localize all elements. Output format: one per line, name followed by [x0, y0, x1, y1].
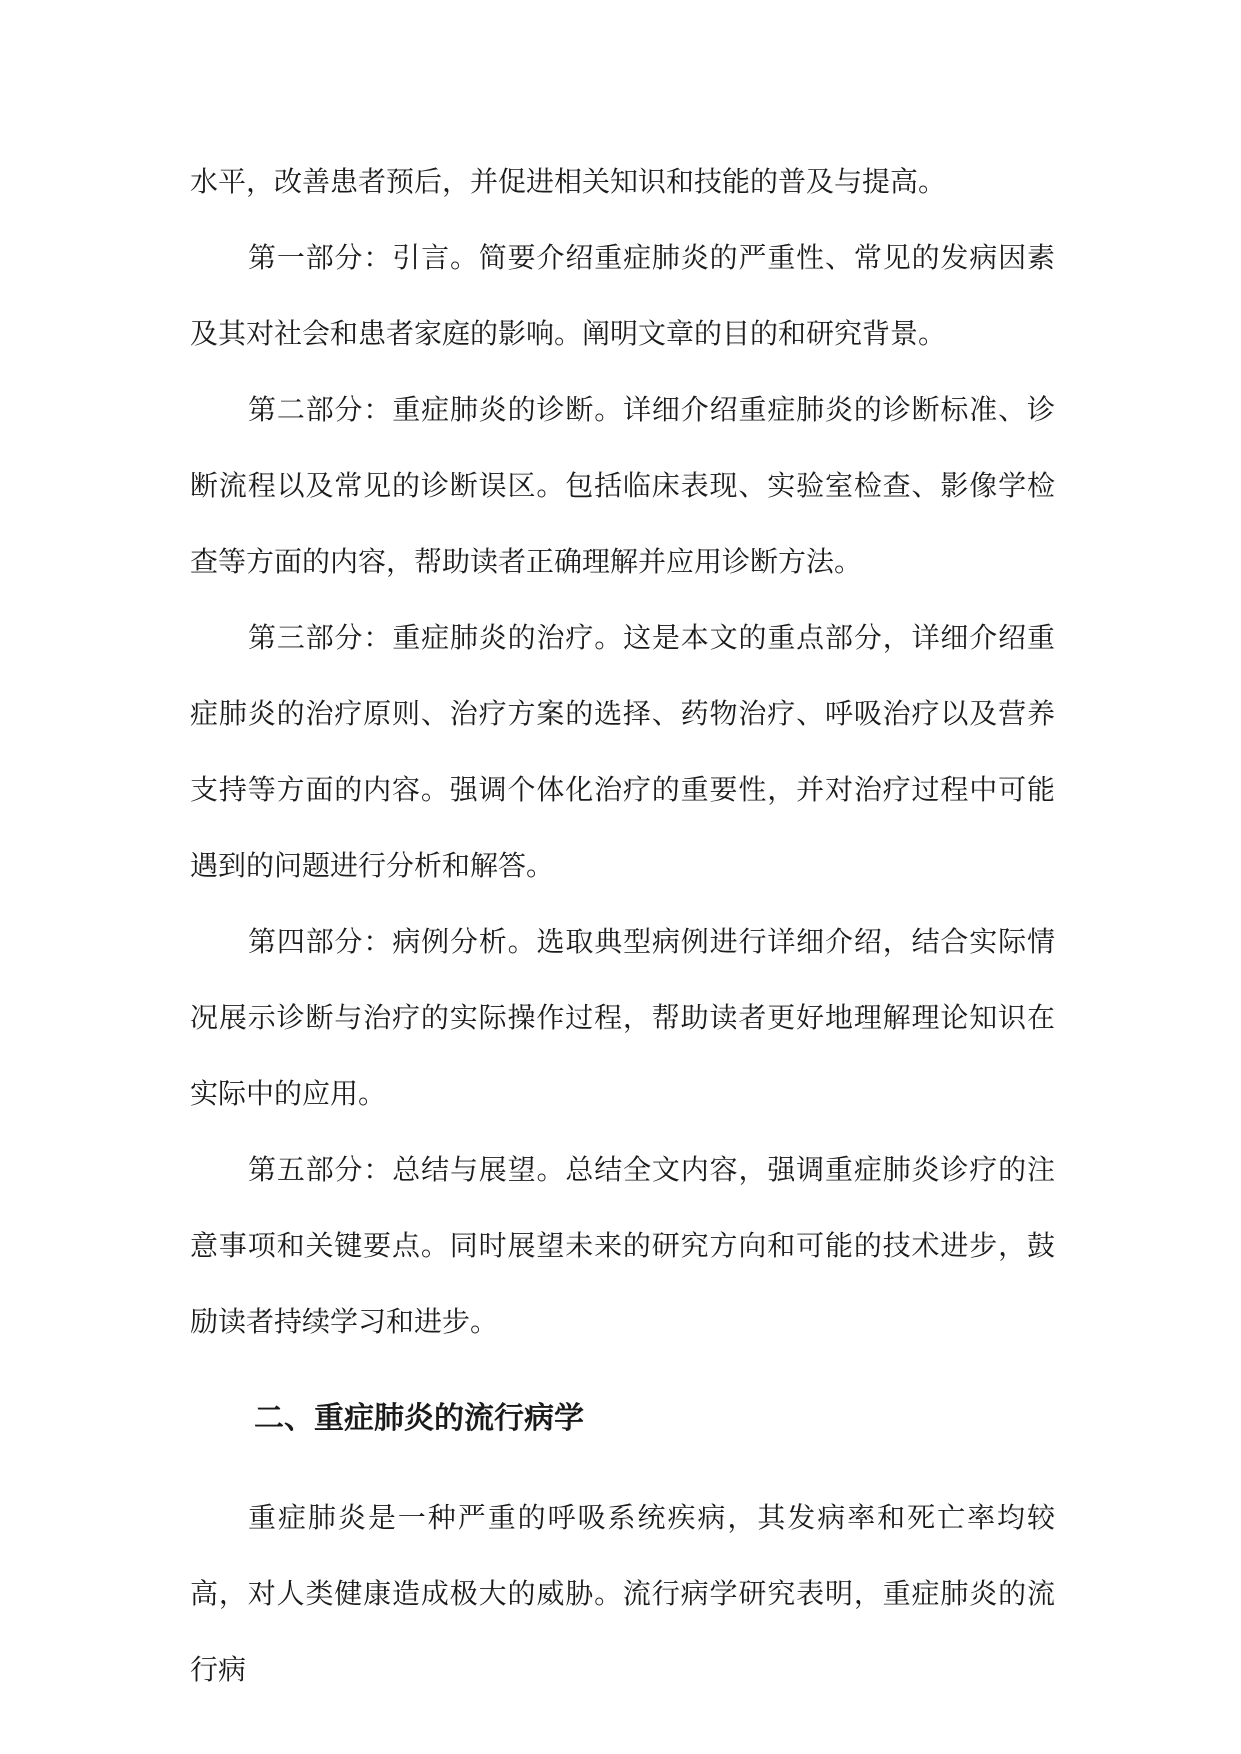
document-body	[190, 144, 1055, 1708]
paragraph-epidemiology: 重症肺炎是一种严重的呼吸系统疾病，其发病率和死亡率均较高，对人类健康造成极大的威胁。流行病学研究表明，重症肺炎的流行病	[190, 1501, 1055, 1686]
paragraph-continuation: 水平，改善患者预后，并促进相关知识和技能的普及与提高。	[190, 165, 947, 198]
paragraph-part-three: 第三部分：重症肺炎的治疗。这是本文的重点部分，详细介绍重症肺炎的治疗原则、治疗方案的选择、药物治疗、呼吸治疗以及营养支持等方面的内容。强调个体化治疗的重要性，并对治疗过程中可能遇到的问题进行分析和解答。	[190, 621, 1055, 882]
paragraph-part-four: 第四部分：病例分析。选取典型病例进行详细介绍，结合实际情况展示诊断与治疗的实际操作过程，帮助读者更好地理解理论知识在实际中的应用。	[190, 925, 1055, 1110]
paragraph-part-five: 第五部分：总结与展望。总结全文内容，强调重症肺炎诊疗的注意事项和关键要点。同时展望未来的研究方向和可能的技术进步，鼓励读者持续学习和进步。	[190, 1153, 1055, 1338]
section-heading: 二、重症肺炎的流行病学	[254, 1401, 584, 1436]
paragraph-part-one: 第一部分：引言。简要介绍重症肺炎的严重性、常见的发病因素及其对社会和患者家庭的影响。阐明文章的目的和研究背景。	[190, 241, 1055, 350]
paragraph-part-two: 第二部分：重症肺炎的诊断。详细介绍重症肺炎的诊断标准、诊断流程以及常见的诊断误区。包括临床表现、实验室检查、影像学检查等方面的内容，帮助读者正确理解并应用诊断方法。	[190, 393, 1055, 578]
